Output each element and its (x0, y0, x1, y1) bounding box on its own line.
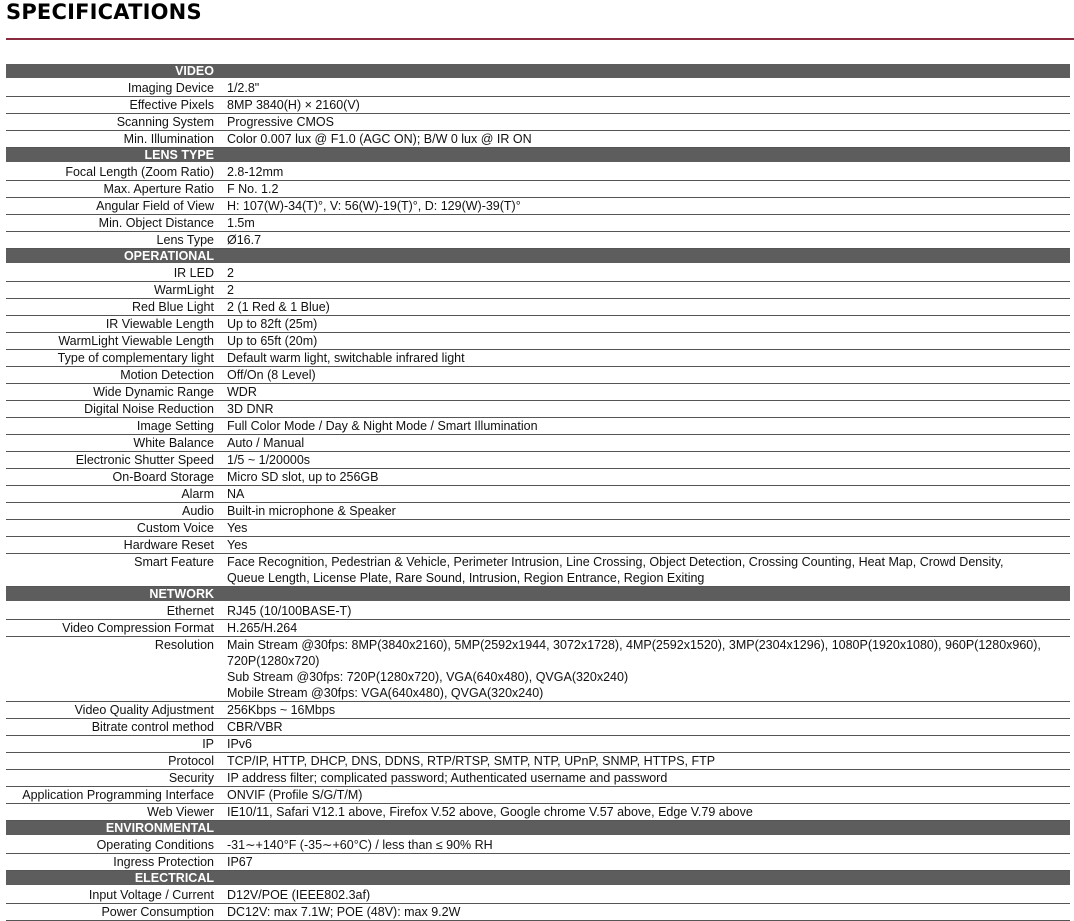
spec-value-line: 256Kbps ~ 16Mbps (227, 703, 336, 717)
spec-value (214, 97, 1070, 113)
spec-label: Resolution (154, 638, 214, 652)
spec-value (214, 316, 1070, 332)
spec-value-line: 1/5 ~ 1/20000s (227, 453, 311, 467)
spec-value (214, 469, 1070, 485)
spec-value-line: Up to 82ft (25m) (227, 317, 318, 331)
spec-value (214, 452, 1070, 468)
spec-value-line: IP address filter; complicated password; Authenticated username and password (227, 771, 668, 785)
spec-value (214, 620, 1070, 636)
title-divider (6, 38, 1074, 40)
spec-value-line: F No. 1.2 (227, 182, 279, 196)
spec-value (214, 164, 1070, 180)
spec-row (6, 282, 1070, 299)
spec-row (6, 486, 1070, 503)
spec-value-line: Built-in microphone & Speaker (227, 504, 396, 518)
spec-label: Input Voltage / Current (88, 888, 214, 902)
spec-label: Angular Field of View (96, 199, 214, 213)
section-header (6, 64, 1070, 79)
spec-value-line: H: 107(W)-34(T)°, V: 56(W)-19(T)°, D: 129(W)-39(T)° (227, 199, 521, 213)
spec-value (214, 282, 1070, 298)
section-header (6, 148, 1070, 163)
spec-row (6, 316, 1070, 333)
spec-value-line: 2.8-12mm (227, 165, 284, 179)
spec-value-line: TCP/IP, HTTP, DHCP, DNS, DDNS, RTP/RTSP, SMTP, NTP, UPnP, SNMP, HTTPS, FTP (227, 754, 716, 768)
spec-value (214, 887, 1070, 903)
spec-value (214, 554, 1070, 586)
spec-label: Alarm (181, 487, 214, 501)
spec-value (214, 520, 1070, 536)
spec-row (6, 299, 1070, 316)
section-title: LENS TYPE (144, 148, 214, 162)
spec-label: Imaging Device (127, 81, 214, 95)
spec-value (214, 753, 1070, 769)
spec-row (6, 603, 1070, 620)
spec-label: Min. Object Distance (98, 216, 214, 230)
spec-value (214, 537, 1070, 553)
spec-label: IP (202, 737, 214, 751)
spec-label: Hardware Reset (123, 538, 214, 552)
spec-value (214, 333, 1070, 349)
spec-value (214, 603, 1070, 619)
spec-label: Video Quality Adjustment (74, 703, 214, 717)
spec-value-line: -31∼+140°F (-35∼+60°C) / less than ≤ 90% RH (227, 838, 493, 852)
spec-value (214, 702, 1070, 718)
spec-value-line: Auto / Manual (227, 436, 305, 450)
spec-value-line: Queue Length, License Plate, Rare Sound, Intrusion, Region Entrance, Region Exiting (227, 571, 705, 585)
spec-label: Red Blue Light (131, 300, 214, 314)
section-title: OPERATIONAL (123, 249, 214, 263)
spec-row (6, 854, 1070, 871)
spec-label: Type of complementary light (57, 351, 214, 365)
spec-row (6, 350, 1070, 367)
spec-value-line: Yes (227, 521, 248, 535)
spec-row (6, 702, 1070, 719)
spec-value-line: 1/2.8" (227, 81, 260, 95)
spec-label: Protocol (168, 754, 214, 768)
spec-row (6, 114, 1070, 131)
spec-value-line: Full Color Mode / Day & Night Mode / Smart Illumination (227, 419, 538, 433)
spec-value-line: IE10/11, Safari V12.1 above, Firefox V.52 above, Google chrome V.57 above, Edge V.79 above (227, 805, 753, 819)
spec-row (6, 537, 1070, 554)
spec-row (6, 520, 1070, 537)
spec-row (6, 554, 1070, 587)
spec-value-line: 2 (227, 266, 234, 280)
spec-label: Digital Noise Reduction (84, 402, 214, 416)
spec-value (214, 435, 1070, 451)
spec-value (214, 486, 1070, 502)
spec-value-line: Yes (227, 538, 248, 552)
page-title: SPECIFICATIONS (6, 0, 202, 24)
spec-label: Security (168, 771, 214, 785)
spec-label: Bitrate control method (91, 720, 214, 734)
spec-row (6, 753, 1070, 770)
spec-row (6, 215, 1070, 232)
spec-row (6, 198, 1070, 215)
spec-row (6, 904, 1070, 921)
spec-value-line: 2 (227, 283, 234, 297)
spec-value-line: Main Stream @30fps: 8MP(3840x2160), 5MP(2592x1944, 3072x1728), 4MP(2592x1520), 3MP(2304x1296), 1080P(1920x1080), 960P(1280x960), (227, 638, 1041, 652)
spec-value-line: H.265/H.264 (227, 621, 298, 635)
spec-row (6, 232, 1070, 249)
section-header (6, 587, 1070, 602)
spec-value-line: Color 0.007 lux @ F1.0 (AGC ON); B/W 0 lux @ IR ON (227, 132, 532, 146)
spec-value-line: 1.5m (227, 216, 255, 230)
spec-row (6, 770, 1070, 787)
spec-value (214, 131, 1070, 147)
section-header (6, 871, 1070, 886)
spec-value-line: Default warm light, switchable infrared light (227, 351, 465, 365)
spec-row (6, 719, 1070, 736)
spec-row (6, 503, 1070, 520)
spec-row (6, 469, 1070, 486)
spec-value-line: ONVIF (Profile S/G/T/M) (227, 788, 363, 802)
spec-label: IR LED (173, 266, 214, 280)
spec-label: White Balance (133, 436, 214, 450)
spec-value (214, 299, 1070, 315)
spec-label: On-Board Storage (112, 470, 214, 484)
spec-row (6, 452, 1070, 469)
spec-value (214, 418, 1070, 434)
spec-label: Ethernet (166, 604, 214, 618)
section-title: NETWORK (149, 587, 214, 601)
spec-row (6, 401, 1070, 418)
spec-value-line: NA (227, 487, 245, 501)
spec-row (6, 131, 1070, 148)
spec-value (214, 367, 1070, 383)
spec-value-line: Face Recognition, Pedestrian & Vehicle, Perimeter Intrusion, Line Crossing, Object Detection, Crossing Counting, Heat Map, Crowd Density, (227, 555, 1004, 569)
spec-value (214, 804, 1070, 820)
spec-label: Lens Type (156, 233, 214, 247)
spec-value (214, 503, 1070, 519)
spec-label: Operating Conditions (96, 838, 214, 852)
spec-value (214, 232, 1070, 248)
spec-value (214, 736, 1070, 752)
spec-row (6, 164, 1070, 181)
spec-row (6, 418, 1070, 435)
spec-value-line: DC12V: max 7.1W; POE (48V): max 9.2W (227, 905, 461, 919)
spec-label: Audio (182, 504, 214, 518)
spec-row (6, 97, 1070, 114)
spec-row (6, 887, 1070, 904)
spec-value-line: Progressive CMOS (227, 115, 334, 129)
spec-row (6, 265, 1070, 282)
spec-row (6, 367, 1070, 384)
spec-label: Power Consumption (101, 905, 214, 919)
spec-value-line: Off/On (8 Level) (227, 368, 316, 382)
spec-label: Effective Pixels (129, 98, 214, 112)
spec-row (6, 837, 1070, 854)
spec-value-line: 2 (1 Red & 1 Blue) (227, 300, 330, 314)
spec-value (214, 637, 1070, 701)
spec-value-line: RJ45 (10/100BASE-T) (227, 604, 352, 618)
section-header (6, 821, 1070, 836)
spec-value (214, 904, 1070, 920)
spec-value (214, 114, 1070, 130)
spec-value-line: 720P(1280x720) (227, 654, 320, 668)
spec-label: Smart Feature (134, 555, 214, 569)
spec-value-line: CBR/VBR (227, 720, 283, 734)
spec-row (6, 804, 1070, 821)
spec-label: Electronic Shutter Speed (75, 453, 214, 467)
spec-label: Application Programming Interface (22, 788, 214, 802)
spec-label: Wide Dynamic Range (93, 385, 214, 399)
spec-label: Max. Aperture Ratio (103, 182, 214, 196)
spec-label: Motion Detection (120, 368, 214, 382)
spec-value (214, 787, 1070, 803)
spec-value-line: Sub Stream @30fps: 720P(1280x720), VGA(640x480), QVGA(320x240) (227, 670, 629, 684)
spec-value-line: Mobile Stream @30fps: VGA(640x480), QVGA(320x240) (227, 686, 544, 700)
spec-label: WarmLight (154, 283, 214, 297)
spec-row (6, 787, 1070, 804)
spec-row (6, 181, 1070, 198)
spec-value-line: 3D DNR (227, 402, 274, 416)
spec-value-line: Up to 65ft (20m) (227, 334, 318, 348)
spec-value (214, 837, 1070, 853)
section-title: VIDEO (175, 64, 214, 78)
spec-row (6, 736, 1070, 753)
spec-value-line: 8MP 3840(H) × 2160(V) (227, 98, 360, 112)
spec-value (214, 80, 1070, 96)
spec-label: IR Viewable Length (105, 317, 214, 331)
spec-value-line: IP67 (227, 855, 253, 869)
spec-value-line: Ø16.7 (227, 233, 262, 247)
spec-value (214, 401, 1070, 417)
spec-value (214, 181, 1070, 197)
spec-label: Web Viewer (147, 805, 214, 819)
spec-label: Scanning System (116, 115, 214, 129)
spec-value (214, 215, 1070, 231)
section-header (6, 249, 1070, 264)
spec-row (6, 637, 1070, 702)
spec-value (214, 770, 1070, 786)
spec-label: Video Compression Format (62, 621, 214, 635)
spec-value (214, 265, 1070, 281)
spec-row (6, 333, 1070, 350)
spec-value (214, 719, 1070, 735)
spec-row (6, 620, 1070, 637)
spec-label: Ingress Protection (113, 855, 214, 869)
spec-row (6, 80, 1070, 97)
spec-table (6, 64, 1070, 921)
spec-value-line: WDR (227, 385, 257, 399)
spec-value (214, 854, 1070, 870)
spec-label: Min. Illumination (123, 132, 214, 146)
spec-value (214, 384, 1070, 400)
spec-label: Custom Voice (136, 521, 214, 535)
spec-value-line: D12V/POE (IEEE802.3af) (227, 888, 371, 902)
spec-row (6, 384, 1070, 401)
spec-label: Focal Length (Zoom Ratio) (65, 165, 214, 179)
spec-value-line: Micro SD slot, up to 256GB (227, 470, 379, 484)
spec-value-line: IPv6 (227, 737, 253, 751)
spec-value (214, 350, 1070, 366)
spec-label: Image Setting (136, 419, 214, 433)
section-title: ELECTRICAL (134, 871, 214, 885)
section-title: ENVIRONMENTAL (105, 821, 214, 835)
spec-row (6, 435, 1070, 452)
spec-value (214, 198, 1070, 214)
spec-label: WarmLight Viewable Length (58, 334, 214, 348)
